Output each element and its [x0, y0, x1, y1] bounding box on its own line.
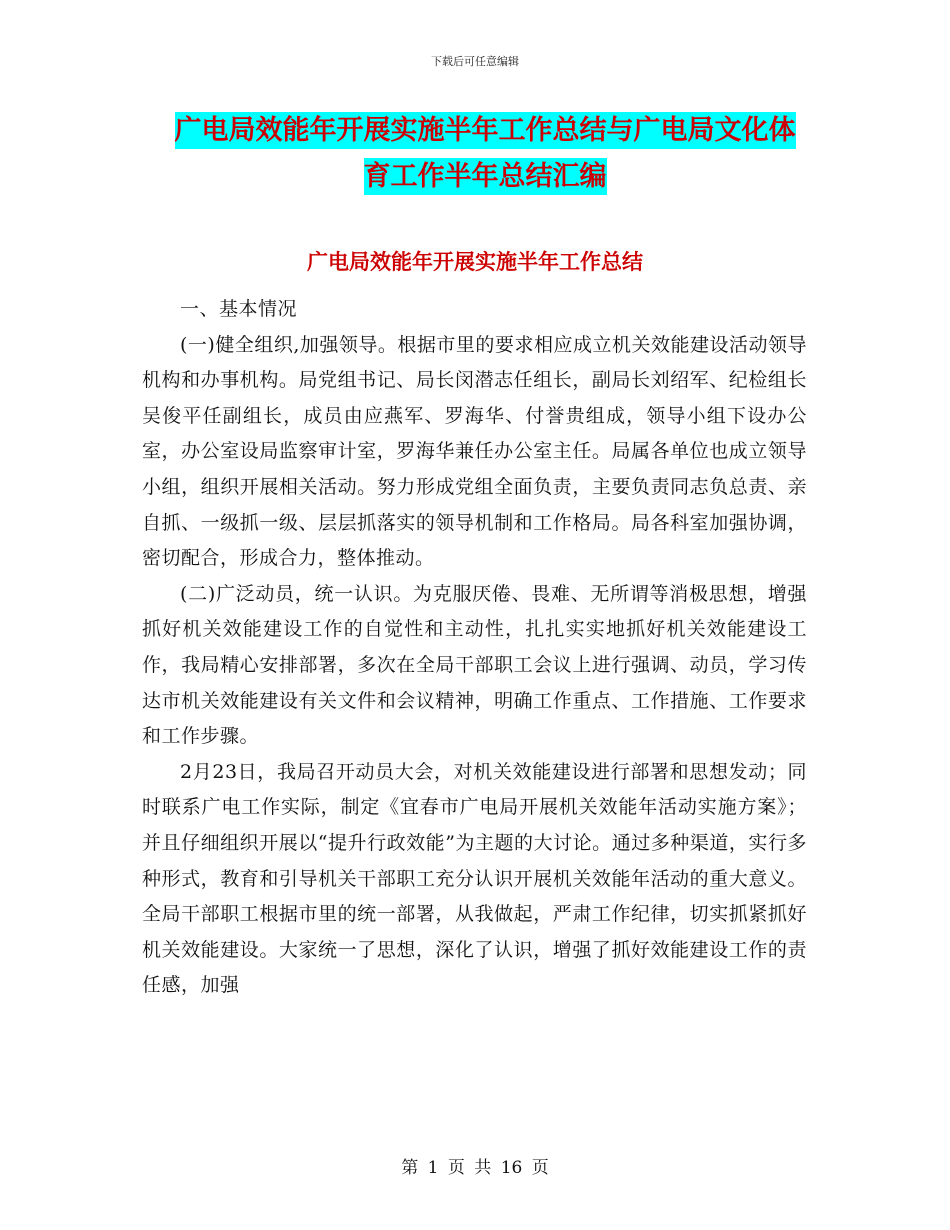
paragraph-heading-basic-situation: 一、基本情况	[180, 298, 298, 320]
paragraph-mobilization: (二)广泛动员，统一认识。为克服厌倦、畏难、无所谓等消极思想，增强抓好机关效能建设工作的自觉性和主动性，扎扎实实地抓好机关效能建设工作，我局精心安排部署，多次在全局干部职工会议上进行强调、动员，学习传达市机关效能建设有关文件和会议精神，明确工作重点、工作措施、工作要求和工作步骤。	[142, 582, 807, 748]
section-title: 广电局效能年开展实施半年工作总结	[307, 250, 643, 274]
paragraph-meeting: 2月23日，我局召开动员大会，对机关效能建设进行部署和思想发动；同时联系广电工作实际，制定《宜春市广电局开展机关效能年活动实施方案》；并且仔细组织开展以“提升行政效能”为主题的大讨论。通过多种渠道，实行多种形式，教育和引导机关干部职工充分认识开展机关效能年活动的重大意义。全局干部职工根据市里的统一部署，从我做起，严肃工作纪律，切实抓紧抓好机关效能建设。大家统一了思想，深化了认识，增强了抓好效能建设工作的责任感，加强	[142, 760, 807, 997]
paragraph-organization: (一)健全组织,加强领导。根据市里的要求相应成立机关效能建设活动领导机构和办事机构。局党组书记、局长闵潜志任组长，副局长刘绍军、纪检组长吴俊平任副组长，成员由应燕军、罗海华、付誉贵组成，领导小组下设办公室，办公室设局监察审计室，罗海华兼任办公室主任。局属各单位也成立领导小组，组织开展相关活动。努力形成党组全面负责，主要负责同志负总责、亲自抓、一级抓一级、层层抓落实的领导机制和工作格局。局各科室加强协调，密切配合，形成合力，整体推动。	[142, 333, 807, 570]
document-body	[142, 292, 807, 1004]
document-title	[140, 108, 830, 200]
document-title-line-2: 育工作半年总结汇编	[364, 158, 607, 195]
header-note: 下载后可任意编辑	[431, 55, 519, 68]
document-title-line-1: 广电局效能年开展实施半年工作总结与广电局文化体	[175, 112, 796, 149]
page-number: 第 1 页 共 16 页	[401, 1158, 549, 1178]
